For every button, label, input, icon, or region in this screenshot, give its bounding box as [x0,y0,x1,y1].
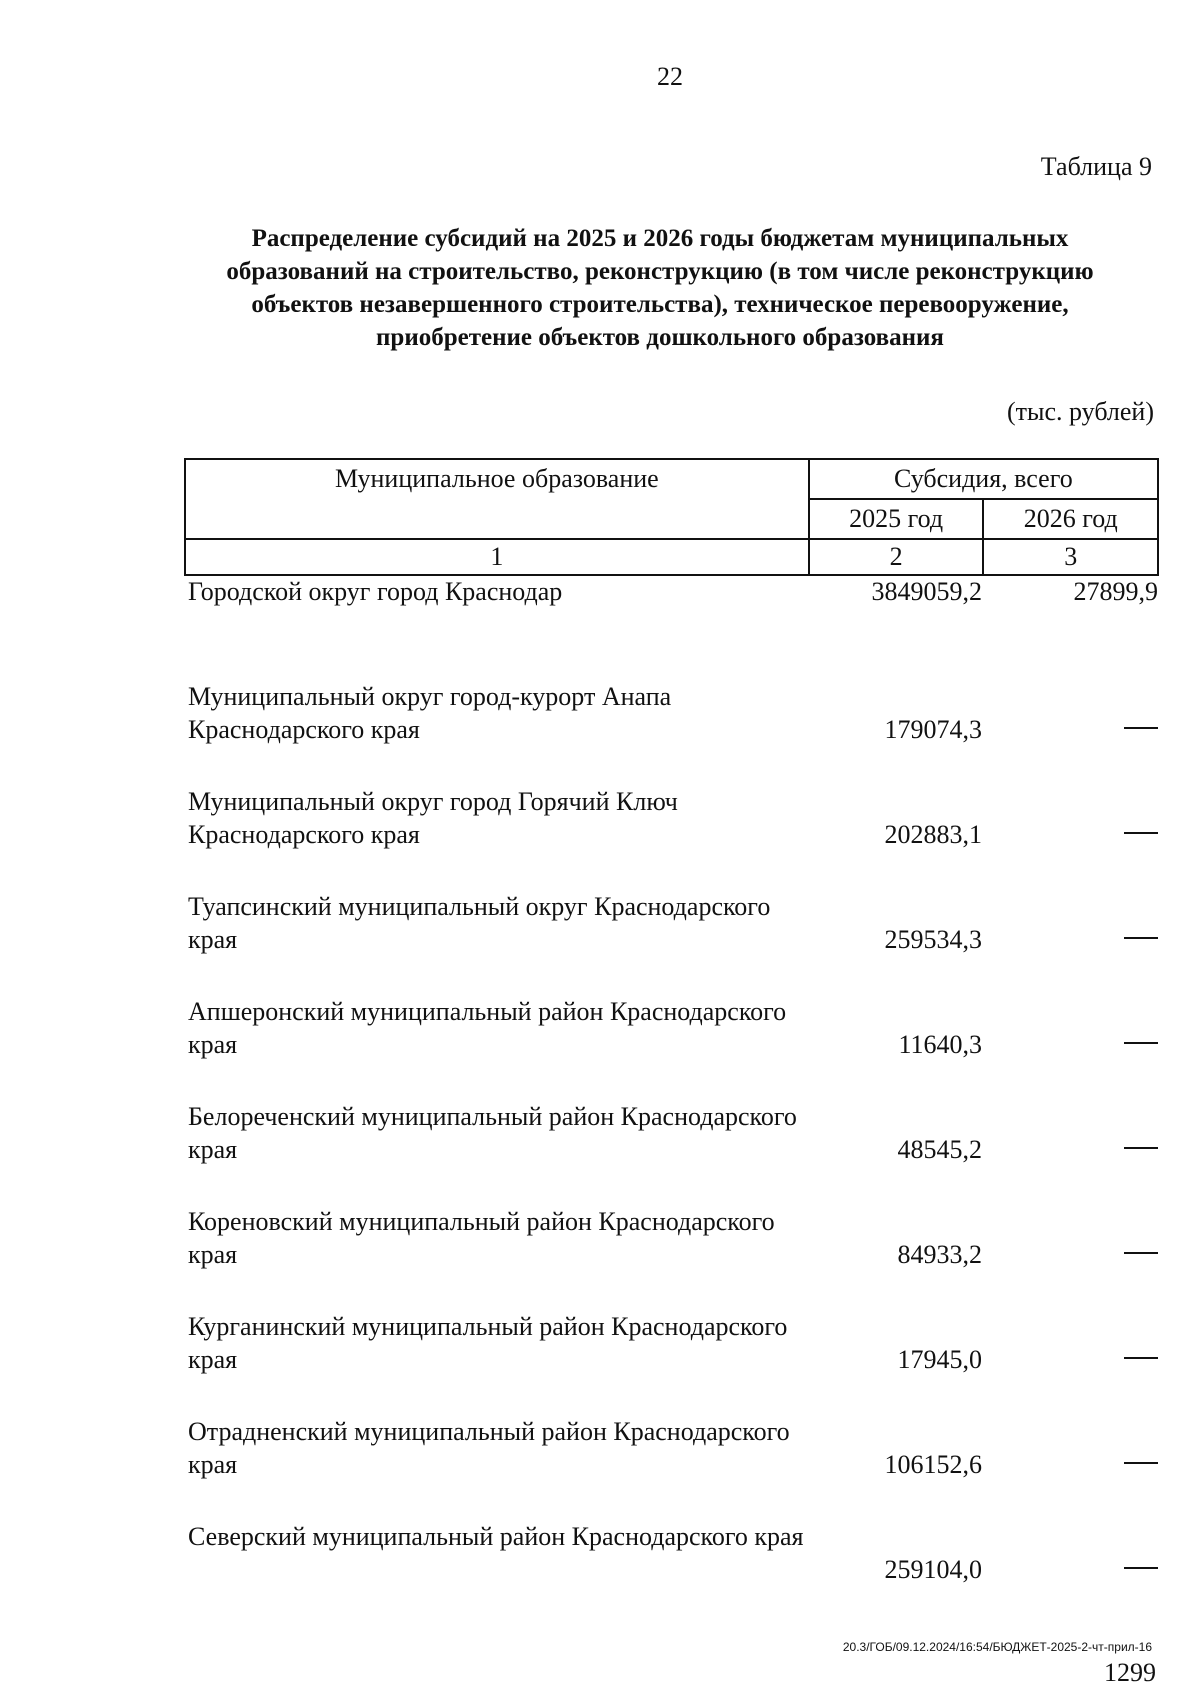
table-row [188,1310,1158,1415]
value-2025: 11640,3 [898,1030,982,1059]
value-2025: 202883,1 [884,820,982,849]
footer-document-code: 20.3/ГОБ/09.12.2024/16:54/БЮДЖЕТ-2025-2-чт-прил-16 [842,1640,1152,1654]
municipality-name: Отрадненский муниципальный район Краснодарского края [188,1417,790,1479]
value-2026-dash [1124,1238,1158,1271]
table-row [188,995,1158,1100]
municipality-name: Кореновский муниципальный район Краснодарского края [188,1207,775,1269]
municipality-name: Городской округ город Краснодар [188,577,563,606]
value-2026-dash [1124,1553,1158,1586]
table-row [188,575,1158,680]
table-row [188,1205,1158,1310]
header-subsidy-total: Субсидия, всего [809,459,1158,499]
table-row [188,785,1158,890]
value-2026: 27899,9 [1073,577,1158,606]
header-year-2025: 2025 год [809,499,984,539]
table-row [188,890,1158,995]
header-year-2026: 2026 год [983,499,1158,539]
table-body [188,575,1158,1625]
municipality-name: Белореченский муниципальный район Краснодарского края [188,1102,797,1164]
value-2025: 259104,0 [884,1555,982,1584]
value-2025: 84933,2 [897,1240,982,1269]
municipality-name: Муниципальный округ город Горячий Ключ Краснодарского края [188,787,678,849]
value-2025: 3849059,2 [871,577,982,606]
column-number-2: 2 [809,539,984,575]
value-2026-dash [1124,923,1158,956]
municipality-name: Апшеронский муниципальный район Краснодарского края [188,997,787,1059]
table-caption: Таблица 9 [1040,152,1152,181]
units-label: (тыс. рублей) [1006,397,1154,426]
value-2026-dash [1124,1343,1158,1376]
municipality-name: Северский муниципальный район Краснодарского края [188,1522,804,1551]
page-number: 22 [657,62,683,91]
value-2025: 48545,2 [897,1135,982,1164]
table-row [188,1415,1158,1520]
value-2026-dash [1124,1448,1158,1481]
column-number-3: 3 [983,539,1158,575]
municipality-name: Муниципальный округ город-курорт Анапа Краснодарского края [188,682,672,744]
value-2026-dash [1124,818,1158,851]
header-municipality: Муниципальное образование [185,459,809,539]
table-row [188,680,1158,785]
value-2025: 17945,0 [897,1345,982,1374]
municipality-name: Туапсинский муниципальный округ Краснодарского края [188,892,771,954]
value-2025: 179074,3 [884,715,982,744]
document-title: Распределение субсидий на 2025 и 2026 годы бюджетам муниципальных образований на строительство, реконструкцию (в том числе реконструкцию объектов незавершенного строительства), техническое перевооружение, приобретение объектов дошкольного образования [226,225,1094,351]
footer-page-number: 1299 [1104,1658,1156,1687]
value-2026-dash [1124,1028,1158,1061]
subsidy-table-header [184,458,1159,576]
value-2026-dash [1124,1133,1158,1166]
table-row [188,1520,1158,1625]
table-row [188,1100,1158,1205]
value-2025: 106152,6 [884,1450,982,1479]
value-2025: 259534,3 [884,925,982,954]
value-2026-dash [1124,713,1158,746]
column-number-1: 1 [185,539,809,575]
municipality-name: Курганинский муниципальный район Краснодарского края [188,1312,788,1374]
